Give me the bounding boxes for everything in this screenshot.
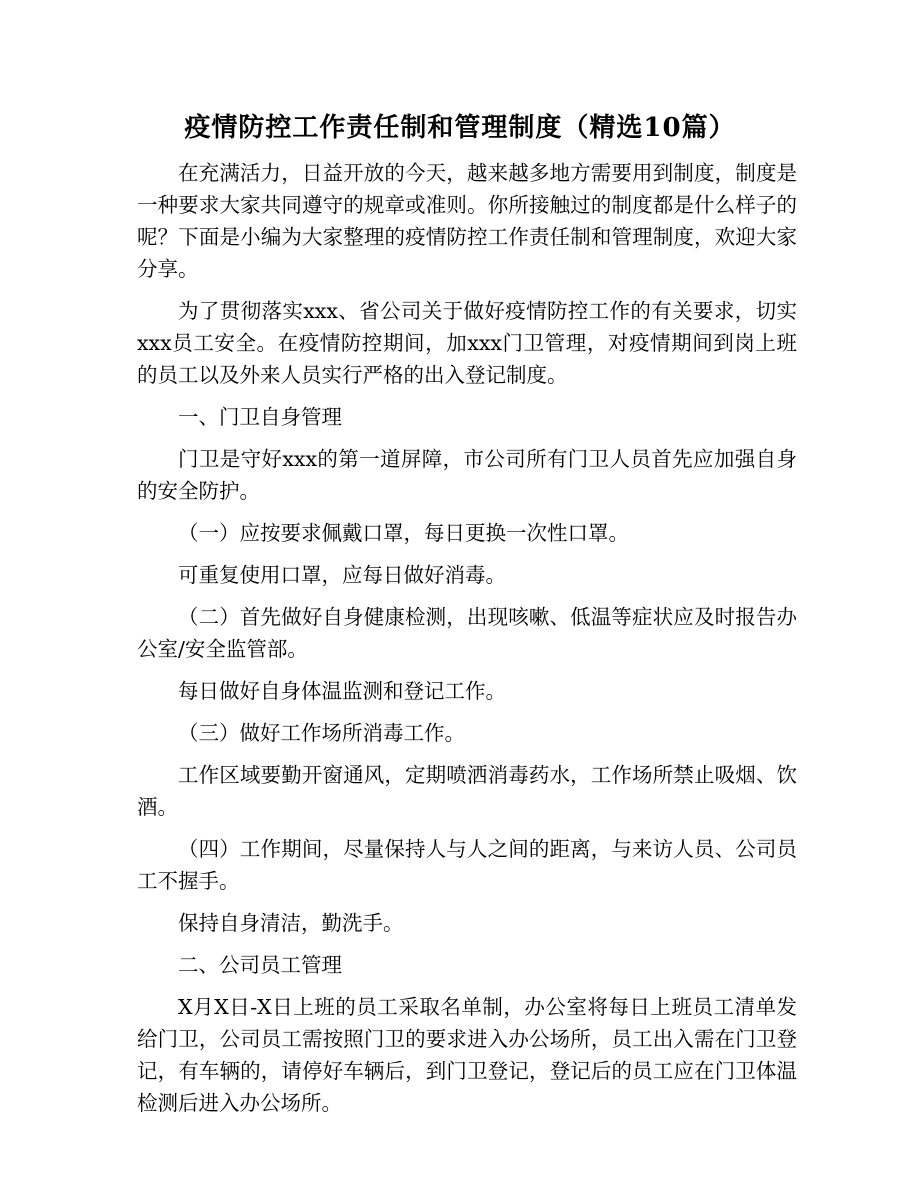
- paragraph: 为了贯彻落实xxx、省公司关于做好疫情防控工作的有关要求，切实xxx员工安全。在疫情防控期间，加xxx门卫管理，对疫情期间到岗上班的员工以及外来人员实行严格的出入登记制度。: [137, 299, 797, 387]
- paragraph: 门卫是守好xxx的第一道屏障，市公司所有门卫人员首先应加强自身的安全防护。: [137, 447, 797, 503]
- paragraph: 保持自身清洁，勤洗手。: [178, 911, 404, 935]
- paragraph: （三）做好工作场所消毒工作。: [178, 721, 465, 745]
- section-heading: 一、门卫自身管理: [178, 405, 342, 429]
- paragraph: 工作区域要勤开窗通风，定期喷洒消毒药水，工作场所禁止吸烟、饮酒。: [137, 763, 797, 819]
- paragraph: X月X日-X日上班的员工采取名单制，办公室将每日上班员工清单发给门卫，公司员工需按照门卫的要求进入办公场所，员工出入需在门卫登记，有车辆的，请停好车辆后，到门卫登记，登记后的员工应在门卫体温检测后进入办公场所。: [137, 995, 797, 1115]
- paragraph: （二）首先做好自身健康检测，出现咳嗽、低温等症状应及时报告办公室/安全监管部。: [137, 605, 797, 661]
- paragraph: 每日做好自身体温监测和登记工作。: [178, 679, 506, 703]
- paragraph: （四）工作期间，尽量保持人与人之间的距离，与来访人员、公司员工不握手。: [137, 837, 797, 893]
- section-heading: 二、公司员工管理: [178, 953, 342, 977]
- document-body: [137, 157, 797, 1129]
- document-title: 疫情防控工作责任制和管理制度（精选10篇）: [184, 113, 736, 143]
- paragraph: （一）应按要求佩戴口罩，每日更换一次性口罩。: [178, 521, 629, 545]
- paragraph: 在充满活力，日益开放的今天，越来越多地方需要用到制度，制度是一种要求大家共同遵守的规章或准则。你所接触过的制度都是什么样子的呢？下面是小编为大家整理的疫情防控工作责任制和管理制度，欢迎大家分享。: [137, 161, 797, 281]
- paragraph: 可重复使用口罩，应每日做好消毒。: [178, 563, 506, 587]
